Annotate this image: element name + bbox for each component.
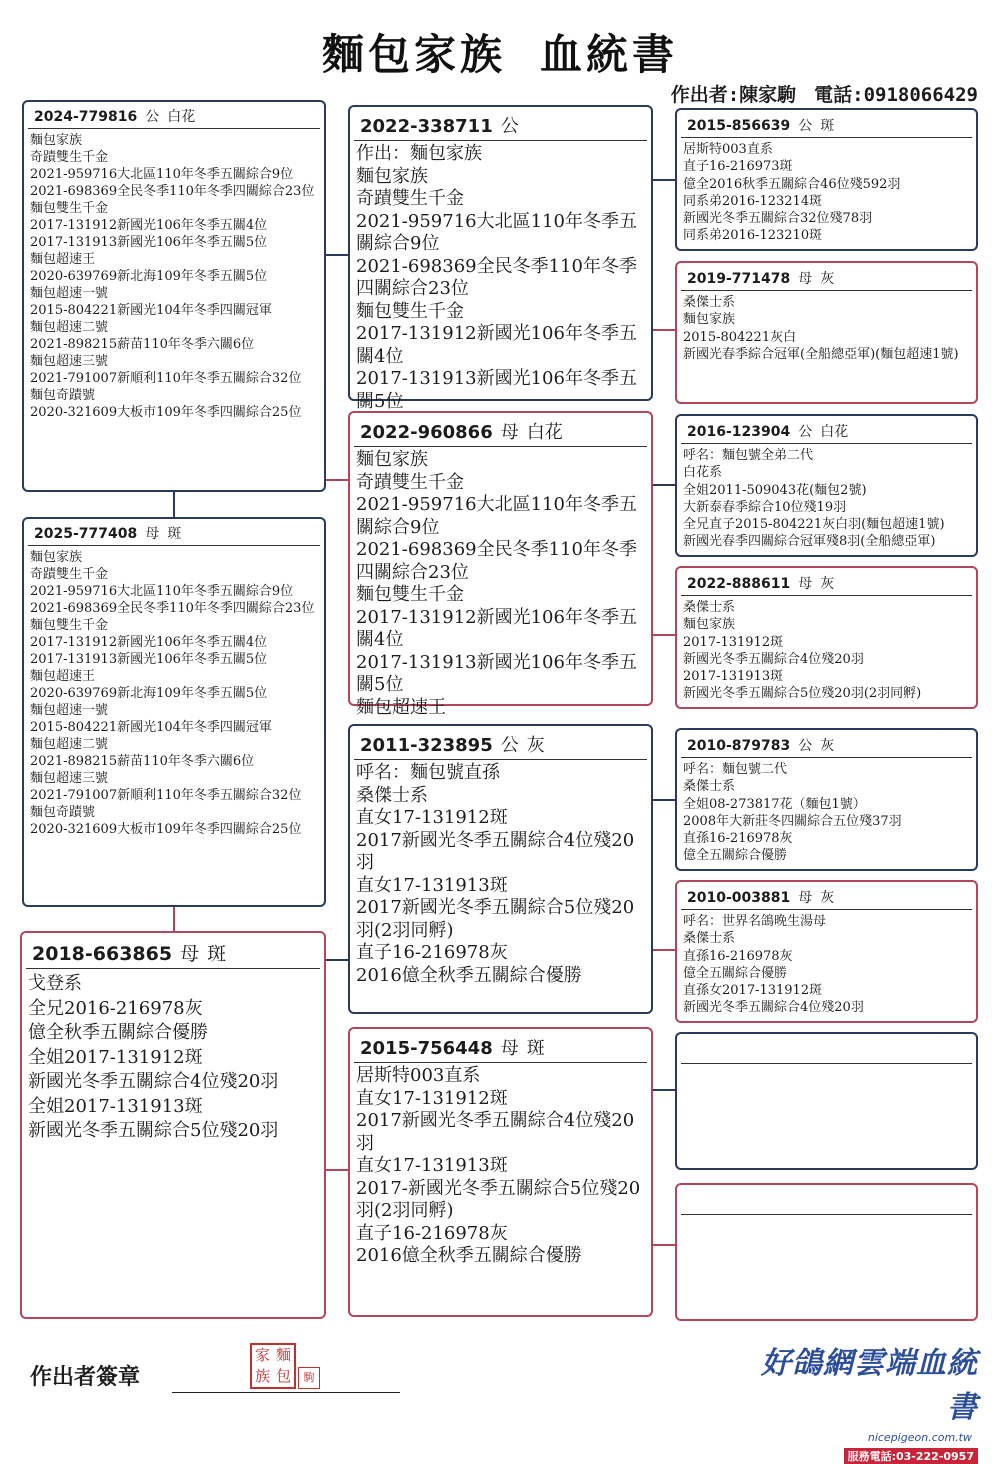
info-line: 桑傑士系 [683,600,736,615]
info-line: 2016億全秋季五關綜合優勝 [356,1245,582,1266]
card-body [677,596,976,706]
card-body [677,138,976,248]
ring-number: 2022-960866 [360,422,493,443]
info-line: 麵包奇蹟號 [30,805,96,820]
info-line: 2021-791007新順利110年冬季五關綜合32位 [30,371,302,386]
sex: 母 [500,1038,519,1059]
ring-number: 2016-123904 [687,424,791,440]
info-line: 桑傑士系 [683,779,736,795]
info-line: 直女17-131912斑 [356,1087,508,1109]
seal-stamp: 家 麵 族 包 [250,1343,296,1389]
card-body [24,129,324,424]
color: 灰 [820,738,835,754]
info-line: 2021-959716大北區110年冬季五關綜合9位 [356,494,637,538]
ring-number: 2019-771478 [687,271,791,287]
card-body [677,444,976,554]
info-line: 2020-321609大板市109年冬季四關綜合25位 [30,822,302,837]
sex: 公 [798,424,813,440]
card-body [677,910,976,1020]
pigeon-card-g3-8 [675,1183,978,1321]
info-line: 全姐2017-131913斑 [28,1095,203,1117]
card-body [677,758,976,868]
info-line: 直孫女2017-131912斑 [683,983,823,999]
card-header [354,413,647,447]
info-line: 麵包超速一號 [30,286,109,301]
info-line: 同系弟2016-123210斑 [683,228,823,244]
sex: 母 [798,576,813,592]
info-line: 居斯特003直系 [356,1065,481,1086]
card-header [681,1185,972,1215]
pigeon-card-sibling [22,517,326,907]
info-line: 麵包超速一號 [30,703,109,718]
info-line: 2021-959716大北區110年冬季五關綜合9位 [30,167,294,182]
card-header [354,107,647,141]
card-header [681,882,972,910]
pigeon-card-dam-sire [348,724,653,1014]
title-family: 麵包家族 [321,30,506,79]
card-header [681,568,972,596]
info-line: 新國光春季四關綜合冠軍殘8羽(全船總亞軍) [683,534,936,550]
info-line: 直女17-131913斑 [356,874,508,896]
color: 斑 [207,943,227,965]
pigeon-card-g3-7 [675,1032,978,1170]
info-line: 戈登系 [28,973,82,994]
info-line: 麵包家族 [683,312,736,328]
info-line: 麵包超速三號 [30,354,109,369]
author-name: 作出者:陳家駒 [670,84,797,106]
info-line: 直女17-131913斑 [356,1155,508,1176]
ring-number: 2010-879783 [687,738,791,754]
pigeon-card-g3-5 [675,728,978,871]
info-line: 桑傑士系 [356,784,428,806]
info-line: 麵包雙生千金 [356,584,464,605]
info-line: 2017-131913新國光106年冬季五關5位 [30,235,268,250]
info-line: 白花系 [683,465,723,481]
card-header [354,1029,647,1063]
info-line: 2020-321609大板市109年冬季四關綜合25位 [30,405,302,420]
info-line: 直子16-216973斑 [683,159,793,175]
info-line: 直女17-131912斑 [356,807,508,828]
info-line: 作出：麵包家族 [356,143,482,164]
info-line: 奇蹟雙生千金 [356,188,464,209]
sex: 母 [798,890,813,906]
card-header [681,1034,972,1064]
card-body [22,969,324,1147]
ring-number: 2022-888611 [687,576,791,592]
sex: 公 [145,109,160,125]
info-line: 新國光冬季五關綜合4位殘20羽 [28,1071,279,1092]
card-header [26,933,320,969]
info-line: 麵包超速王 [30,669,96,684]
sex: 母 [798,271,813,287]
info-line: 2017-131913新國光106年冬季五關5位 [356,651,637,695]
color: 灰 [820,890,835,906]
info-line: 2021-898215薪苗110年冬季六關6位 [30,754,255,769]
brand-logo [738,1338,978,1464]
ring-number: 2018-663865 [32,943,173,965]
info-line: 2015-804221新國光104年冬季四關冠軍 [30,303,272,318]
card-body [677,1215,976,1221]
info-line: 呼名：世界名鴿晚生湯母 [683,914,827,929]
title-doc: 血統書 [540,30,679,79]
info-line: 2021-698369全民冬季110年冬季四關綜合23位 [30,184,315,199]
info-line: 億全2016秋季五關綜合46位殘592羽 [683,176,901,192]
info-line: 2021-898215薪苗110年冬季六關6位 [30,337,255,352]
pigeon-card-g3-2 [675,261,978,404]
sex: 公 [798,738,813,754]
info-line: 億全五關綜合優勝 [683,848,788,864]
card-header [681,416,972,444]
color: 白花 [820,424,849,440]
author-phone: 電話:0918066429 [814,84,978,106]
color: 灰 [820,576,835,592]
info-line: 麵包家族 [30,133,83,148]
seal-stamp-small: 駒 [298,1367,320,1389]
info-line: 2017-131913新國光106年冬季五關5位 [356,368,637,412]
info-line: 新國光冬季五關綜合32位殘78羽 [683,211,873,227]
info-line: 新國光春季綜合冠軍(全船總亞軍)(麵包超速1號) [683,346,959,362]
info-line: 新國光冬季五關綜合5位殘20羽 [28,1120,279,1141]
info-line: 麵包超速王 [30,252,96,267]
card-header [681,730,972,758]
info-line: 同系弟2016-123214斑 [683,193,823,209]
sex: 母 [180,943,200,965]
color: 白花 [167,109,196,125]
brand-url: nicepigeon.com.tw [867,1431,972,1444]
info-line: 麵包家族 [356,165,428,187]
info-line: 全兄直子2015-804221灰白羽(麵包超速1號) [683,517,945,533]
pigeon-card-dam [20,931,326,1319]
info-line: 麵包超速三號 [30,771,109,786]
info-line: 全姐08-273817花（麵包1號） [683,796,866,812]
info-line: 新國光冬季五關綜合4位殘20羽 [683,651,864,667]
info-line: 麵包奇蹟號 [30,388,96,403]
ring-number: 2011-323895 [360,735,493,756]
card-body [350,141,651,416]
brand-name: 好鴿網雲端血統書 [761,1346,978,1425]
ring-number: 2015-756448 [360,1038,493,1059]
info-line: 麵包雙生千金 [30,201,109,216]
info-line: 麵包超速二號 [30,737,109,752]
pigeon-card-dam-dam [348,1027,653,1317]
card-body [24,546,324,841]
info-line: 全兄2016-216978灰 [28,997,203,1019]
color: 斑 [820,118,835,134]
ring-number: 2022-338711 [360,116,493,137]
info-line: 2017-131913新國光106年冬季五關5位 [30,652,268,667]
color: 白花 [526,422,563,443]
info-line: 麵包超速二號 [30,320,109,335]
info-line: 2017新國光冬季五關綜合4位殘20羽 [356,829,635,873]
info-line: 呼名：麵包號直孫 [356,762,500,783]
sex: 母 [145,526,160,542]
info-line: 2020-639769新北海109年冬季五關5位 [30,269,268,284]
sex: 母 [500,422,519,443]
card-header [681,110,972,138]
color: 斑 [167,526,182,542]
signature-label: 作出者簽章 [30,1364,141,1390]
ring-number: 2024-779816 [34,109,138,125]
card-header [681,263,972,291]
info-line: 桑傑士系 [683,295,736,310]
info-line: 2015-804221新國光104年冬季四關冠軍 [30,720,272,735]
ring-number: 2010-003881 [687,890,791,906]
info-line: 新國光冬季五關綜合4位殘20羽 [683,1000,864,1016]
info-line: 2017-131912新國光106年冬季五關4位 [356,323,637,367]
info-line: 2021-959716大北區110年冬季五關綜合9位 [30,584,294,599]
card-header [28,519,320,546]
info-line: 2020-639769新北海109年冬季五關5位 [30,686,268,701]
info-line: 麵包雙生千金 [30,618,109,633]
info-line: 全姐2017-131912斑 [28,1046,203,1068]
info-line: 麵包雙生千金 [356,300,464,322]
info-line: 2016億全秋季五關綜合優勝 [356,964,582,986]
card-body [350,1063,651,1271]
sex: 公 [798,118,813,134]
info-line: 億全五關綜合優勝 [683,965,788,981]
info-line: 新國光冬季五關綜合5位殘20羽(2羽同孵) [683,686,922,702]
info-line: 2021-791007新順利110年冬季五關綜合32位 [30,788,302,803]
info-line: 2021-698369全民冬季110年冬季四關綜合23位 [356,255,637,299]
signature-line [172,1392,400,1393]
info-line: 直子16-216978灰 [356,942,508,963]
pigeon-card-g3-1 [675,108,978,251]
info-line: 2021-698369全民冬季110年冬季四關綜合23位 [356,539,637,583]
info-line: 2017-131912新國光106年冬季五關4位 [356,606,637,650]
info-line: 直子16-216978灰 [356,1222,508,1244]
pigeon-card-subject [22,100,326,492]
info-line: 2017-131913斑 [683,669,784,685]
color: 斑 [526,1038,545,1059]
color: 灰 [526,735,545,756]
info-line: 2021-698369全民冬季110年冬季四關綜合23位 [30,601,315,616]
info-line: 2008年大新莊冬四關綜合五位殘37羽 [683,813,902,829]
info-line: 呼名：麵包號二代 [683,762,788,777]
pigeon-card-sire-dam [348,411,653,718]
card-header [28,102,320,129]
sex: 公 [500,735,519,756]
info-line: 2017-131912新國光106年冬季五關4位 [30,218,268,233]
card-body [677,291,976,366]
pigeon-card-g3-3 [675,414,978,557]
info-line: 奇蹟雙生千金 [30,150,109,165]
ring-number: 2025-777408 [34,526,138,542]
info-line: 桑傑士系 [683,931,736,947]
info-line: 2017-新國光冬季五關綜合5位殘20羽(2羽同孵) [356,1177,641,1221]
info-line: 麵包超速王 [356,696,446,718]
info-line: 全姐2011-509043花(麵包2號) [683,482,867,498]
info-line: 麵包家族 [30,550,83,565]
pigeon-card-g3-4 [675,566,978,709]
info-line: 億全秋季五關綜合優勝 [28,1022,208,1043]
info-line: 麵包家族 [683,617,736,633]
info-line: 奇蹟雙生千金 [356,471,464,493]
brand-tel: 服務電話:03-222-0957 [844,1448,978,1464]
info-line: 2015-804221灰白 [683,329,797,345]
info-line: 直孫16-216978灰 [683,948,793,964]
info-line: 直孫16-216978灰 [683,831,793,847]
info-line: 2017新國光冬季五關綜合4位殘20羽 [356,1110,635,1154]
info-line: 2021-959716大北區110年冬季五關綜合9位 [356,210,637,254]
color: 灰 [820,271,835,287]
info-line: 奇蹟雙生千金 [30,567,109,582]
card-body [350,447,651,722]
info-line: 2017-131912新國光106年冬季五關4位 [30,635,268,650]
card-body [677,1064,976,1070]
info-line: 2017-131912斑 [683,634,784,650]
info-line: 2017新國光冬季五關綜合5位殘20羽(2羽同孵) [356,897,635,941]
pigeon-card-g3-6 [675,880,978,1023]
info-line: 大新泰春季綜合10位殘19羽 [683,499,847,515]
pigeon-card-sire [348,105,653,412]
card-body [350,760,651,990]
info-line: 麵包家族 [356,449,428,470]
card-header [354,726,647,760]
info-line: 呼名：麵包號全弟二代 [683,448,814,463]
info-line: 居斯特003直系 [683,142,773,157]
ring-number: 2015-856639 [687,118,791,134]
sex: 公 [500,116,519,137]
